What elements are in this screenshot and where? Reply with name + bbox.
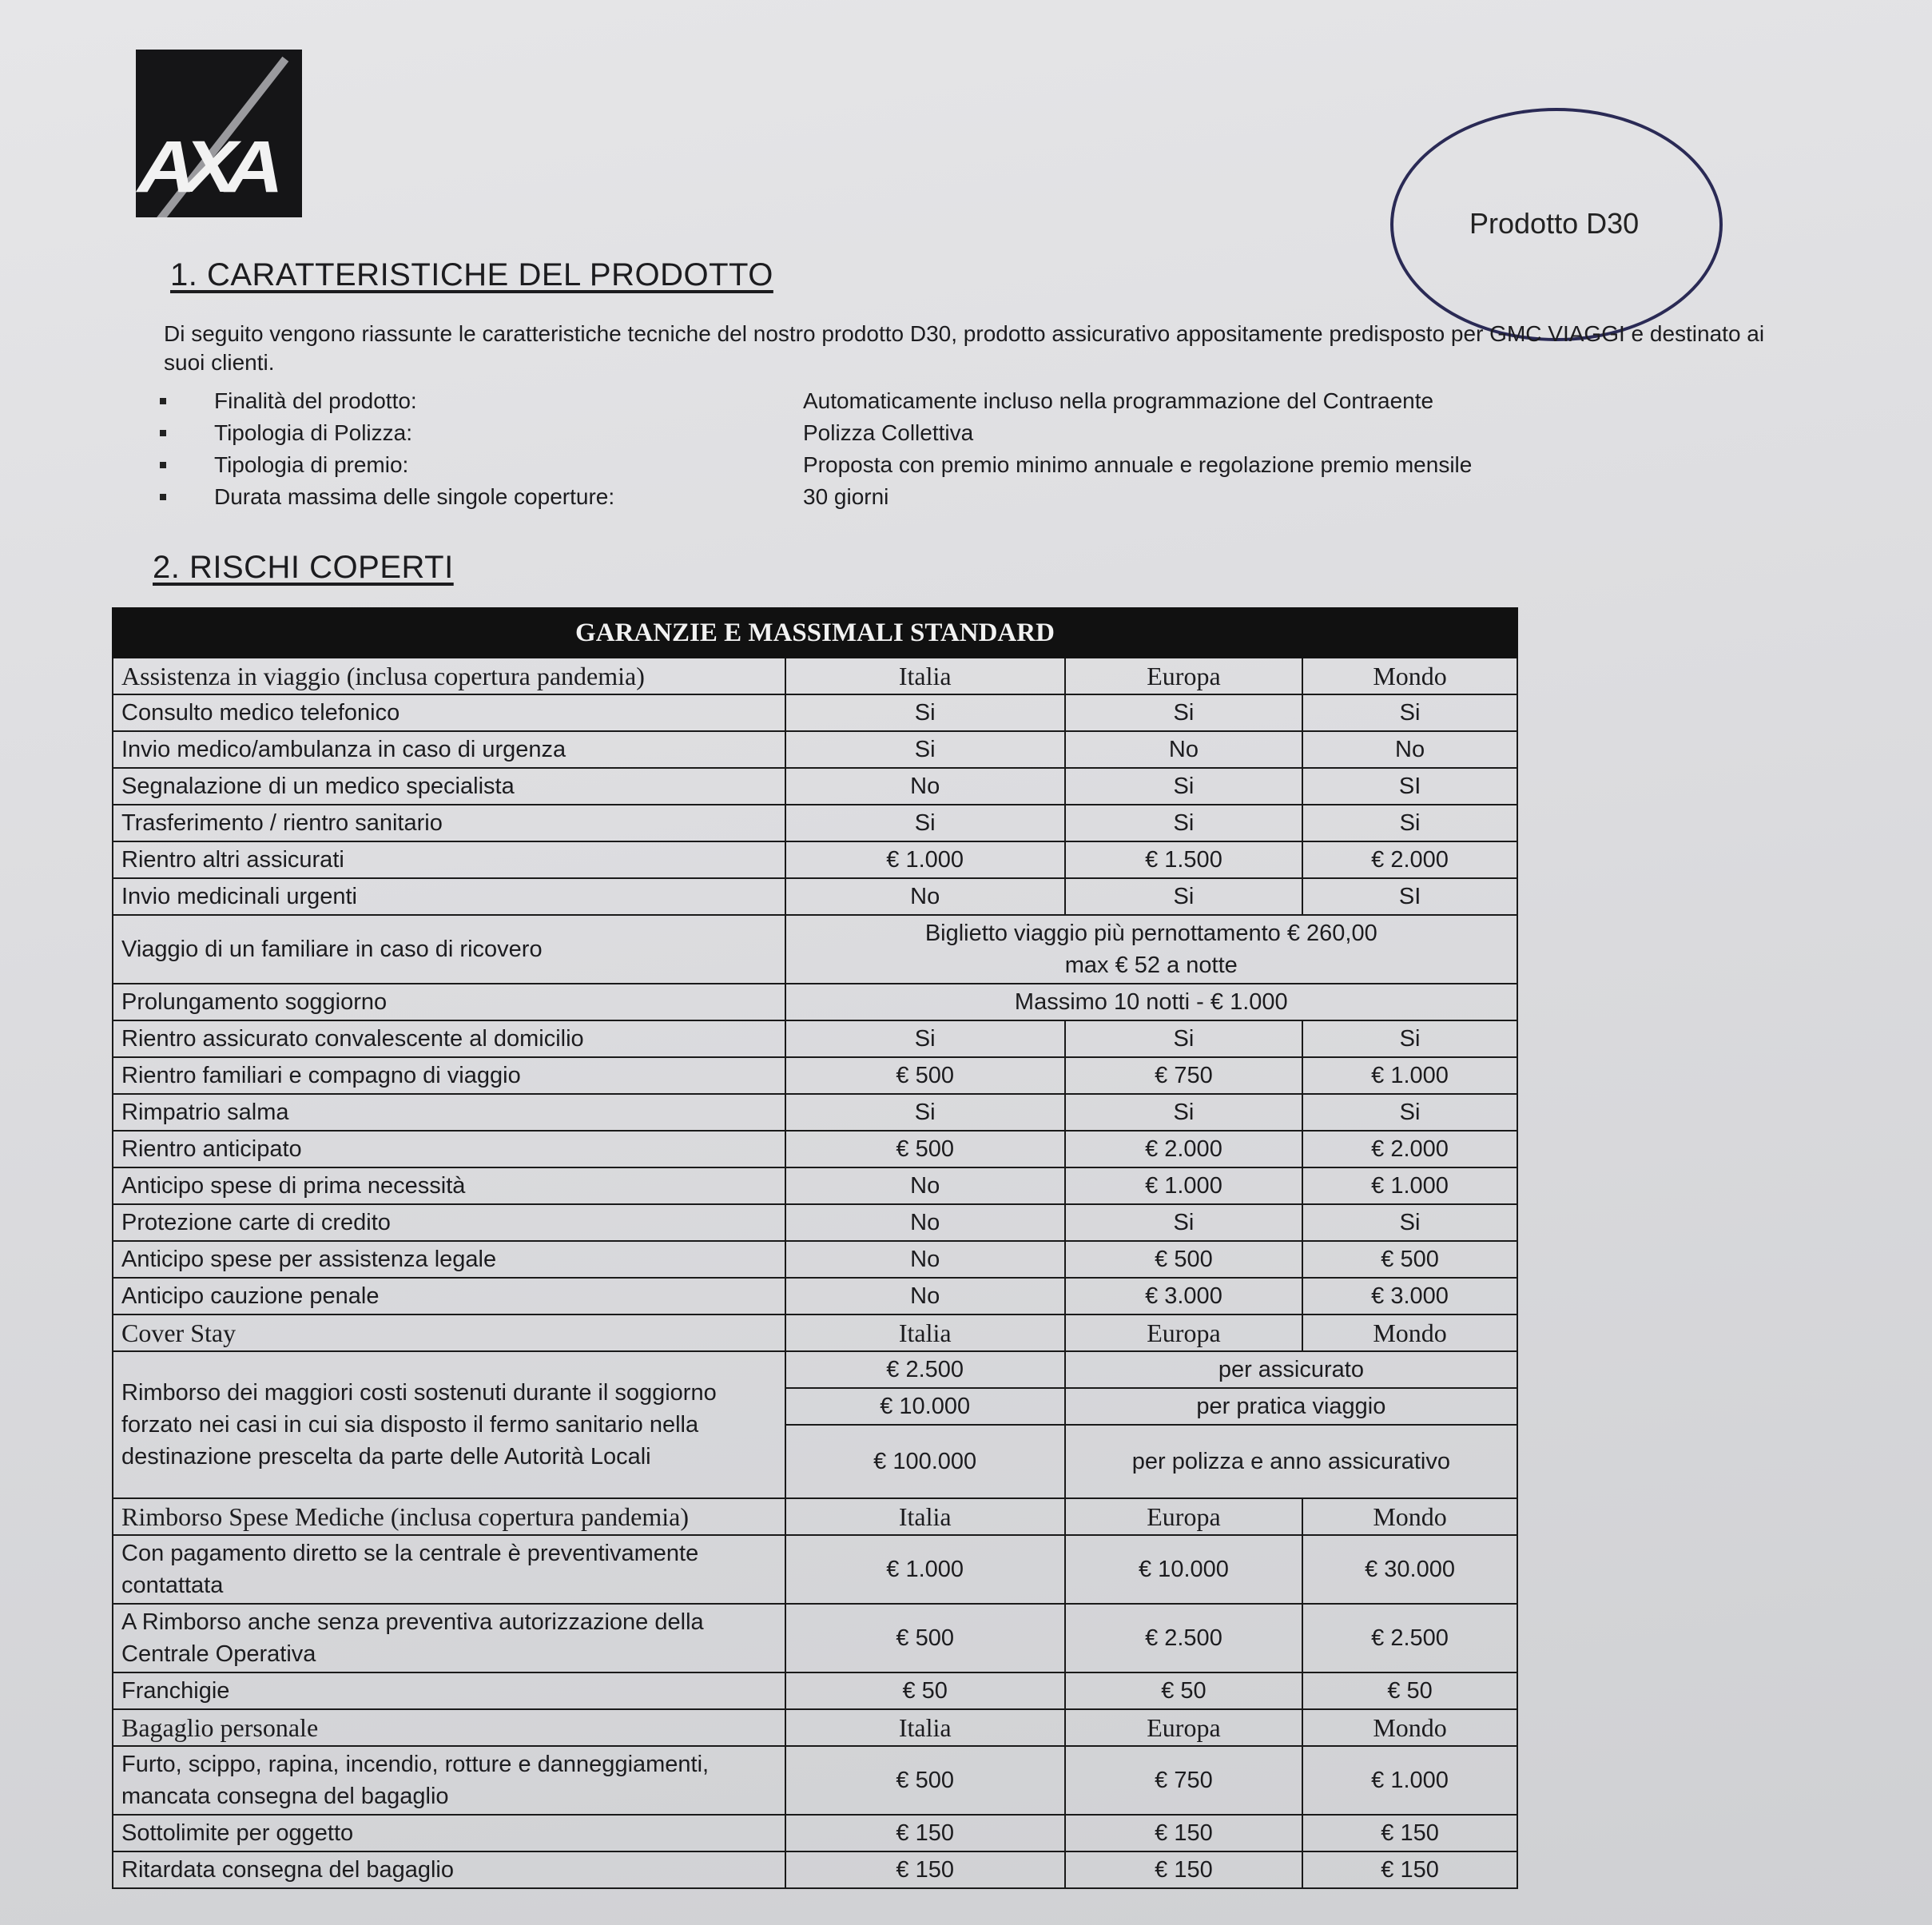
europa-value: Europa xyxy=(1065,1498,1302,1535)
europa-value: Si xyxy=(1065,1020,1302,1057)
coverage-table xyxy=(112,607,1518,1889)
italia-value: No xyxy=(785,878,1065,915)
section-header-row xyxy=(113,658,1517,694)
table-row xyxy=(113,1020,1517,1057)
mondo-value: SI xyxy=(1302,878,1517,915)
mondo-value: Si xyxy=(1302,694,1517,731)
table-row xyxy=(113,1204,1517,1241)
italia-value: Si xyxy=(785,731,1065,768)
feature-item xyxy=(160,481,1472,513)
italia-value: Si xyxy=(785,805,1065,841)
feature-value: 30 giorni xyxy=(803,484,889,509)
italia-value: € 500 xyxy=(785,1746,1065,1815)
bullet-icon xyxy=(160,430,166,436)
table-row xyxy=(113,1746,1517,1815)
row-label: Protezione carte di credito xyxy=(113,1204,785,1241)
table-row xyxy=(113,768,1517,805)
table-row xyxy=(113,841,1517,878)
row-label: Franchigie xyxy=(113,1672,785,1709)
mondo-value: € 150 xyxy=(1302,1815,1517,1851)
row-label: Rimborso dei maggiori costi sostenuti durante il soggiorno forzato nei casi in cui sia disposto il fermo sanitario nella destinazione prescelta da parte delle Autorità Locali xyxy=(113,1351,785,1498)
feature-key: Finalità del prodotto: xyxy=(214,388,417,413)
table-row xyxy=(113,731,1517,768)
mondo-value: SI xyxy=(1302,768,1517,805)
merged-value-line: Massimo 10 notti - € 1.000 xyxy=(1014,989,1288,1015)
row-label: Invio medicinali urgenti xyxy=(113,878,785,915)
mondo-value: € 1.000 xyxy=(1302,1057,1517,1094)
section-label: Cover Stay xyxy=(113,1314,785,1351)
europa-value: € 2.000 xyxy=(1065,1131,1302,1167)
row-label: Rimpatrio salma xyxy=(113,1094,785,1131)
mondo-value: Mondo xyxy=(1302,1314,1517,1351)
logo-text: AXA xyxy=(137,126,272,208)
italia-value: No xyxy=(785,1204,1065,1241)
italia-value: Italia xyxy=(785,1498,1065,1535)
mondo-value: Si xyxy=(1302,805,1517,841)
row-label: Sottolimite per oggetto xyxy=(113,1815,785,1851)
section2-title: 2. RISCHI COPERTI xyxy=(153,550,454,585)
row-label: Prolungamento soggiorno xyxy=(113,984,785,1020)
row-label: Rientro assicurato convalescente al domicilio xyxy=(113,1020,785,1057)
section1-title: 1. CARATTERISTICHE DEL PRODOTTO xyxy=(170,257,773,292)
europa-value: Si xyxy=(1065,1204,1302,1241)
italia-value: € 500 xyxy=(785,1057,1065,1094)
mondo-value: € 1.000 xyxy=(1302,1167,1517,1204)
mondo-value: Mondo xyxy=(1302,1709,1517,1746)
europa-value: € 3.000 xyxy=(1065,1278,1302,1314)
mondo-value: € 2.000 xyxy=(1302,1131,1517,1167)
italia-value: € 1.000 xyxy=(785,1535,1065,1604)
row-label: Anticipo cauzione penale xyxy=(113,1278,785,1314)
europa-value: € 750 xyxy=(1065,1746,1302,1815)
europa-value: Si xyxy=(1065,878,1302,915)
bullet-icon xyxy=(160,398,166,404)
row-label: Rientro anticipato xyxy=(113,1131,785,1167)
table-row xyxy=(113,1057,1517,1094)
feature-key: Tipologia di premio: xyxy=(214,452,409,477)
mondo-value: Mondo xyxy=(1302,1498,1517,1535)
mondo-value: € 30.000 xyxy=(1302,1535,1517,1604)
feature-key: Durata massima delle singole coperture: xyxy=(214,484,615,509)
table-row xyxy=(113,694,1517,731)
row-label: Anticipo spese per assistenza legale xyxy=(113,1241,785,1278)
europa-value: € 150 xyxy=(1065,1815,1302,1851)
table-row xyxy=(113,1094,1517,1131)
italia-value: Italia xyxy=(785,1709,1065,1746)
mondo-value: € 2.000 xyxy=(1302,841,1517,878)
mondo-value: € 3.000 xyxy=(1302,1278,1517,1314)
mondo-value: € 2.500 xyxy=(1302,1604,1517,1672)
table-row xyxy=(113,1851,1517,1888)
table-row xyxy=(113,1351,1517,1388)
row-label: Invio medico/ambulanza in caso di urgenza xyxy=(113,731,785,768)
stamp-text: Prodotto D30 xyxy=(1469,207,1640,240)
italia-value: No xyxy=(785,1278,1065,1314)
table-row xyxy=(113,984,1517,1020)
row-label: Consulto medico telefonico xyxy=(113,694,785,731)
row-label: Segnalazione di un medico specialista xyxy=(113,768,785,805)
section-header-row xyxy=(113,1709,1517,1746)
mondo-value: Si xyxy=(1302,1020,1517,1057)
europa-value: Si xyxy=(1065,805,1302,841)
italia-value: € 500 xyxy=(785,1131,1065,1167)
row-value: € 10.000 xyxy=(785,1388,1065,1425)
table-row xyxy=(113,878,1517,915)
row-note: per polizza e anno assicurativo xyxy=(1065,1425,1517,1498)
table-row xyxy=(113,1535,1517,1604)
table-row xyxy=(113,1604,1517,1672)
europa-value: € 150 xyxy=(1065,1851,1302,1888)
axa-logo xyxy=(136,50,302,217)
italia-value: Italia xyxy=(785,658,1065,694)
feature-item xyxy=(160,449,1472,481)
row-label: Furto, scippo, rapina, incendio, rotture e danneggiamenti, mancata consegna del bagaglio xyxy=(113,1746,785,1815)
europa-value: € 750 xyxy=(1065,1057,1302,1094)
europa-value: € 1.500 xyxy=(1065,841,1302,878)
row-merged-value xyxy=(785,984,1517,1020)
italia-value: Italia xyxy=(785,1314,1065,1351)
table-row xyxy=(113,805,1517,841)
merged-value-line: Biglietto viaggio più pernottamento € 260,00 xyxy=(924,921,1377,946)
europa-value: Europa xyxy=(1065,1709,1302,1746)
section-label: Rimborso Spese Mediche (inclusa copertura pandemia) xyxy=(113,1498,785,1535)
italia-value: Si xyxy=(785,1020,1065,1057)
mondo-value: € 150 xyxy=(1302,1851,1517,1888)
italia-value: € 150 xyxy=(785,1815,1065,1851)
italia-value: Si xyxy=(785,694,1065,731)
italia-value: No xyxy=(785,1241,1065,1278)
feature-item xyxy=(160,417,1472,449)
europa-value: € 500 xyxy=(1065,1241,1302,1278)
europa-value: € 1.000 xyxy=(1065,1167,1302,1204)
feature-item xyxy=(160,385,1472,417)
product-features-list xyxy=(160,385,1472,513)
row-label: Rientro familiari e compagno di viaggio xyxy=(113,1057,785,1094)
table-row xyxy=(113,1815,1517,1851)
europa-value: Si xyxy=(1065,1094,1302,1131)
table-row xyxy=(113,1241,1517,1278)
italia-value: Si xyxy=(785,1094,1065,1131)
table-row xyxy=(113,915,1517,984)
europa-value: € 10.000 xyxy=(1065,1535,1302,1604)
row-label: A Rimborso anche senza preventiva autorizzazione della Centrale Operativa xyxy=(113,1604,785,1672)
row-label: Viaggio di un familiare in caso di ricovero xyxy=(113,915,785,984)
feature-value: Polizza Collettiva xyxy=(803,420,974,445)
europa-value: Si xyxy=(1065,768,1302,805)
row-value: € 100.000 xyxy=(785,1425,1065,1498)
bullet-icon xyxy=(160,494,166,500)
row-merged-value xyxy=(785,915,1517,984)
row-label: Trasferimento / rientro sanitario xyxy=(113,805,785,841)
mondo-value: € 500 xyxy=(1302,1241,1517,1278)
row-note: per pratica viaggio xyxy=(1065,1388,1517,1425)
feature-value: Proposta con premio minimo annuale e regolazione premio mensile xyxy=(803,452,1473,477)
intro-paragraph: Di seguito vengono riassunte le caratteristiche tecniche del nostro prodotto D30, prodotto assicurativo appositamente predisposto per GMC VIAGGI e destinato ai suoi clienti. xyxy=(164,321,1765,375)
europa-value: Europa xyxy=(1065,1314,1302,1351)
section-header-row xyxy=(113,1498,1517,1535)
mondo-value: € 50 xyxy=(1302,1672,1517,1709)
table-row xyxy=(113,1131,1517,1167)
mondo-value: Si xyxy=(1302,1094,1517,1131)
merged-value-line: max € 52 a notte xyxy=(1064,953,1238,978)
table-row xyxy=(113,1672,1517,1709)
section-label: Bagaglio personale xyxy=(113,1709,785,1746)
bullet-icon xyxy=(160,462,166,468)
row-value: € 2.500 xyxy=(785,1351,1065,1388)
mondo-value: Si xyxy=(1302,1204,1517,1241)
mondo-value: Mondo xyxy=(1302,658,1517,694)
table-row xyxy=(113,1167,1517,1204)
row-label: Anticipo spese di prima necessità xyxy=(113,1167,785,1204)
handwritten-circle-stamp xyxy=(1390,108,1723,341)
europa-value: Si xyxy=(1065,694,1302,731)
europa-value: Europa xyxy=(1065,658,1302,694)
italia-value: € 1.000 xyxy=(785,841,1065,878)
table-title: GARANZIE E MASSIMALI STANDARD xyxy=(113,608,1517,658)
mondo-value: € 1.000 xyxy=(1302,1746,1517,1815)
section-header-row xyxy=(113,1314,1517,1351)
italia-value: No xyxy=(785,1167,1065,1204)
italia-value: € 150 xyxy=(785,1851,1065,1888)
europa-value: € 50 xyxy=(1065,1672,1302,1709)
italia-value: € 50 xyxy=(785,1672,1065,1709)
row-label: Rientro altri assicurati xyxy=(113,841,785,878)
mondo-value: No xyxy=(1302,731,1517,768)
italia-value: No xyxy=(785,768,1065,805)
section-label: Assistenza in viaggio (inclusa copertura pandemia) xyxy=(113,658,785,694)
feature-value: Automaticamente incluso nella programmazione del Contraente xyxy=(803,388,1434,413)
row-note: per assicurato xyxy=(1065,1351,1517,1388)
table-row xyxy=(113,1278,1517,1314)
feature-key: Tipologia di Polizza: xyxy=(214,420,412,445)
europa-value: No xyxy=(1065,731,1302,768)
europa-value: € 2.500 xyxy=(1065,1604,1302,1672)
row-label: Con pagamento diretto se la centrale è preventivamente contattata xyxy=(113,1535,785,1604)
row-label: Ritardata consegna del bagaglio xyxy=(113,1851,785,1888)
italia-value: € 500 xyxy=(785,1604,1065,1672)
